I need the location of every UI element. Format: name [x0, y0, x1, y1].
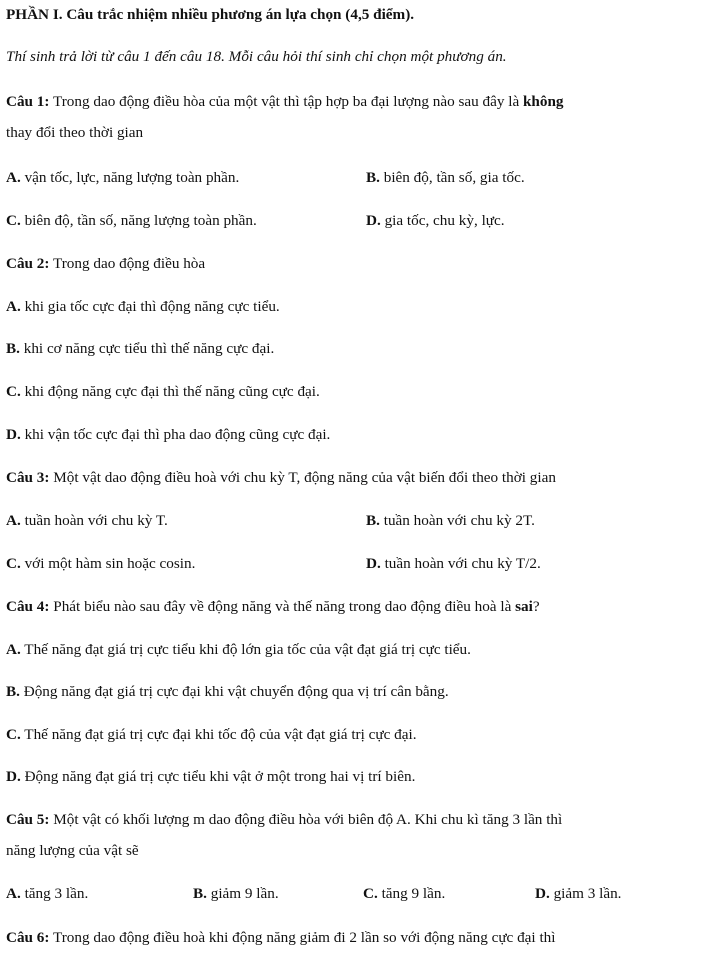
option-letter: A.: [6, 885, 21, 902]
option-text: giảm 3 lần.: [549, 885, 622, 902]
q3-option-b: [366, 512, 535, 530]
question-text: Trong dao động điều hòa của một vật thì tập hợp ba đại lượng nào sau đây là: [49, 93, 523, 110]
question-text: Trong dao động điều hòa: [49, 255, 206, 272]
option-letter: B.: [6, 683, 20, 700]
question-5-continued: năng lượng của vật sẽ: [6, 842, 139, 859]
option-letter: B.: [193, 885, 207, 902]
option-letter: C.: [6, 726, 21, 743]
option-text: tăng 9 lần.: [377, 885, 446, 902]
q3-option-c: [6, 555, 195, 573]
q4-option-c: [6, 726, 417, 744]
question-6: [6, 929, 555, 947]
q5-option-d: [535, 885, 621, 903]
question-3: [6, 469, 556, 487]
q4-option-d: [6, 768, 415, 786]
option-text: biên độ, tần số, gia tốc.: [379, 169, 525, 186]
option-text: tuần hoàn với chu kỳ 2T.: [379, 512, 535, 529]
question-text: Trong dao động điều hoà khi động năng giảm đi 2 lần so với động năng cực đại thì: [49, 929, 556, 946]
q3-option-d: [366, 555, 541, 573]
question-1-continued: thay đổi theo thời gian: [6, 124, 144, 141]
option-letter: B.: [366, 169, 380, 186]
question-1: [6, 93, 564, 111]
q5-option-b: [193, 885, 279, 903]
option-letter: C.: [6, 555, 21, 572]
q1-option-c: [6, 212, 257, 230]
option-text: khi cơ năng cực tiểu thì thế năng cực đại.: [19, 340, 275, 357]
option-text: gia tốc, chu kỳ, lực.: [380, 212, 505, 229]
q4-option-b: [6, 683, 449, 701]
q2-option-d: [6, 426, 330, 444]
option-text: khi vận tốc cực đại thì pha dao động cũng cực đại.: [20, 426, 331, 443]
q2-option-a: [6, 298, 280, 316]
option-text: Động năng đạt giá trị cực đại khi vật chuyển động qua vị trí cân bằng.: [19, 683, 449, 700]
option-letter: C.: [6, 212, 21, 229]
option-text: tuần hoàn với chu kỳ T/2.: [380, 555, 541, 572]
q5-option-a: [6, 885, 88, 903]
option-letter: C.: [363, 885, 378, 902]
option-text: tuần hoàn với chu kỳ T.: [20, 512, 168, 529]
option-text: với một hàm sin hoặc cosin.: [20, 555, 196, 572]
question-2: [6, 255, 205, 273]
option-text: Thế năng đạt giá trị cực tiểu khi độ lớn gia tốc của vật đạt giá trị cực tiểu.: [20, 641, 471, 658]
question-text: Một vật dao động điều hoà với chu kỳ T, động năng của vật biến đổi theo thời gian: [49, 469, 556, 486]
section-instruction: Thí sinh trả lời từ câu 1 đến câu 18. Mỗi câu hỏi thí sinh chỉ chọn một phương án.: [6, 48, 507, 65]
question-label: Câu 6:: [6, 929, 50, 946]
q1-option-b: [366, 169, 525, 187]
question-text: Một vật có khối lượng m dao động điều hòa với biên độ A. Khi chu kì tăng 3 lần thì: [49, 811, 563, 828]
q2-option-c: [6, 383, 320, 401]
option-letter: D.: [6, 768, 21, 785]
question-label: Câu 3:: [6, 469, 50, 486]
question-label: Câu 2:: [6, 255, 50, 272]
q2-option-b: [6, 340, 274, 358]
option-letter: C.: [6, 383, 21, 400]
question-4: [6, 598, 540, 616]
option-letter: A.: [6, 512, 21, 529]
option-text: Thế năng đạt giá trị cực đại khi tốc độ của vật đạt giá trị cực đại.: [20, 726, 417, 743]
q1-option-a: [6, 169, 239, 187]
option-letter: D.: [6, 426, 21, 443]
option-letter: D.: [535, 885, 550, 902]
q3-option-a: [6, 512, 168, 530]
option-text: biên độ, tần số, năng lượng toàn phần.: [20, 212, 257, 229]
question-emphasis: không: [522, 93, 564, 110]
q1-option-d: [366, 212, 505, 230]
question-text: Phát biểu nào sau đây về động năng và thế năng trong dao động điều hoà là: [49, 598, 516, 615]
section-heading: PHẦN I. Câu trắc nhiệm nhiều phương án lựa chọn (4,5 điểm).: [6, 6, 415, 23]
question-text-end: ?: [532, 598, 540, 615]
option-letter: D.: [366, 212, 381, 229]
option-text: khi động năng cực đại thì thế năng cũng cực đại.: [20, 383, 320, 400]
option-letter: A.: [6, 298, 21, 315]
q4-option-a: [6, 641, 471, 659]
option-text: giảm 9 lần.: [206, 885, 279, 902]
option-text: khi gia tốc cực đại thì động năng cực tiểu.: [20, 298, 280, 315]
option-text: vận tốc, lực, năng lượng toàn phần.: [20, 169, 240, 186]
option-text: Động năng đạt giá trị cực tiểu khi vật ở một trong hai vị trí biên.: [20, 768, 416, 785]
option-letter: D.: [366, 555, 381, 572]
option-text: tăng 3 lần.: [20, 885, 89, 902]
question-label: Câu 5:: [6, 811, 50, 828]
question-label: Câu 4:: [6, 598, 50, 615]
option-letter: B.: [6, 340, 20, 357]
question-5: [6, 811, 562, 829]
option-letter: B.: [366, 512, 380, 529]
question-label: Câu 1:: [6, 93, 50, 110]
q5-option-c: [363, 885, 445, 903]
option-letter: A.: [6, 641, 21, 658]
option-letter: A.: [6, 169, 21, 186]
question-emphasis: sai: [515, 598, 533, 615]
